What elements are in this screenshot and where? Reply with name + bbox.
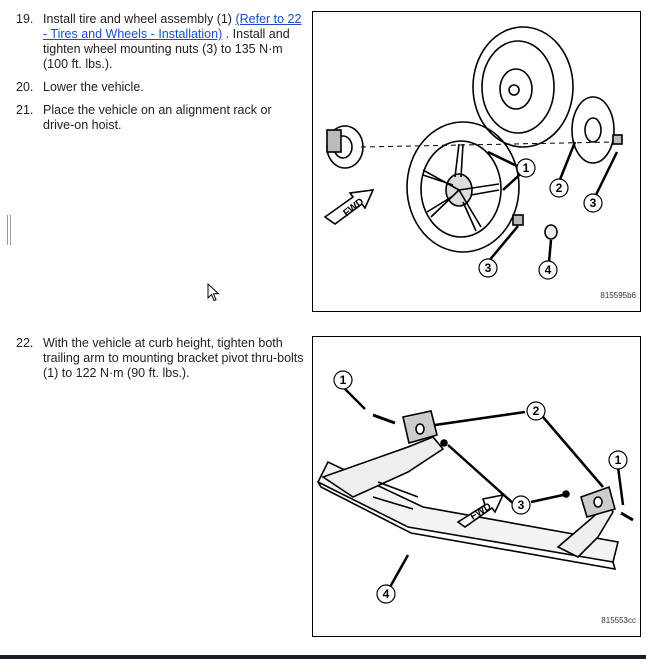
- callout-3: 3: [517, 498, 525, 512]
- fwd-label: FWD: [468, 501, 494, 523]
- scroll-marker[interactable]: [7, 215, 11, 245]
- callout-4: 4: [544, 263, 552, 277]
- wheel-assembly-illustration: [313, 12, 640, 311]
- step-number: 22.: [16, 336, 34, 350]
- figure-id: 815595b6: [600, 291, 636, 300]
- callout-1: 1: [522, 161, 530, 175]
- figure-trailing-arm: [312, 336, 641, 637]
- hubcap-shape: [572, 97, 614, 163]
- refer-to-tires-link[interactable]: (Refer to 22 - Tires and Wheels - Installation): [43, 12, 302, 41]
- step-text: Place the vehicle on an alignment rack or drive-on hoist.: [43, 103, 272, 132]
- step-number: 21.: [16, 103, 34, 117]
- step-number: 19.: [16, 12, 34, 26]
- callout-1: 1: [614, 453, 622, 467]
- callout-4: 4: [382, 587, 390, 601]
- callout-2: 2: [555, 181, 563, 195]
- taskbar-strip: [0, 655, 646, 659]
- figure-wheel-assembly: [312, 11, 641, 312]
- step-text: Lower the vehicle.: [43, 80, 144, 94]
- callout-3: 3: [589, 196, 597, 210]
- callout-3: 3: [484, 261, 492, 275]
- step-text: Install tire and wheel assembly (1) (Refer to 22 - Tires and Wheels - Installation) . Install and tighten wheel mounting nuts (3) to 135 N·m (100 ft. lbs.).: [43, 12, 302, 71]
- step-text: With the vehicle at curb height, tighten both trailing arm to mounting bracket pivot thru-bolts (1) to 122 N·m (90 ft. lbs.).: [43, 336, 304, 380]
- fwd-label: FWD: [341, 196, 367, 220]
- callout-2: 2: [532, 404, 540, 418]
- step-number: 20.: [16, 80, 34, 94]
- figure-id: 815553cc: [601, 616, 636, 625]
- mouse-cursor-icon: [207, 283, 221, 303]
- callout-1: 1: [339, 373, 347, 387]
- trailing-arm-illustration: [313, 337, 640, 636]
